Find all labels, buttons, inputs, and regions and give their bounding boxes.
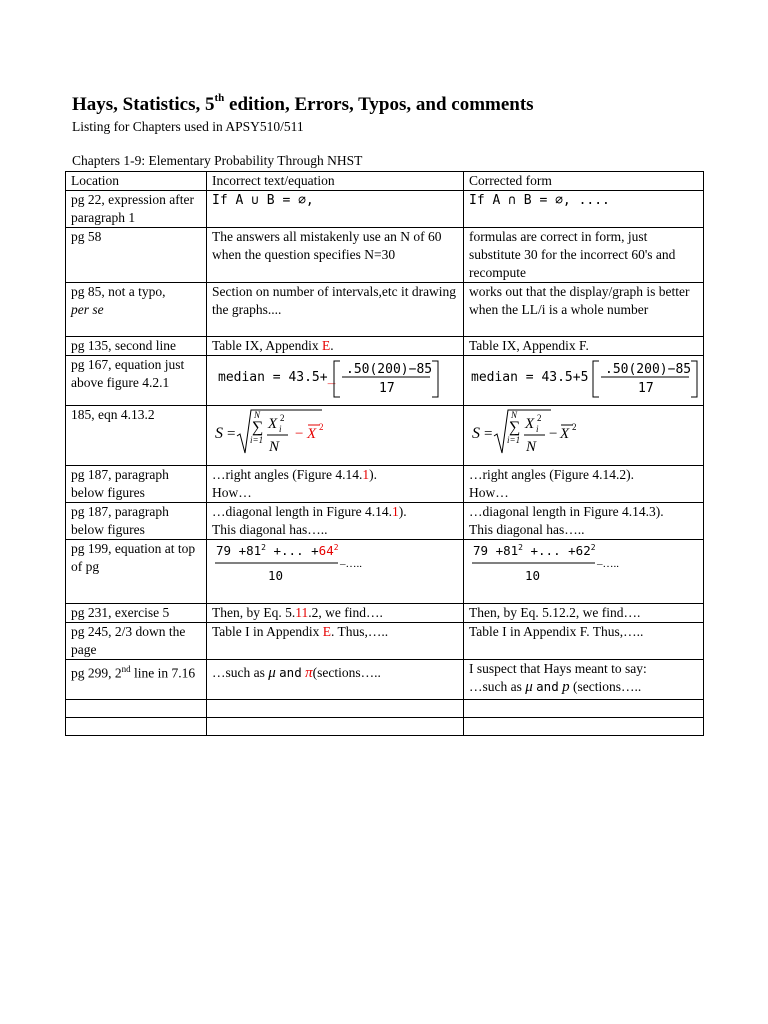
svg-text:S: S xyxy=(472,425,480,442)
error-highlight: 1 xyxy=(362,467,370,482)
incorrect-cell: Table I in Appendix E. Thus,….. xyxy=(207,623,464,660)
svg-text:i=1: i=1 xyxy=(507,435,521,445)
svg-text:−: − xyxy=(549,426,558,442)
empty-row xyxy=(66,700,704,718)
table-row xyxy=(66,503,704,540)
header-location: Location xyxy=(66,172,207,191)
sd-equation-corrected xyxy=(469,406,699,460)
location-cell: pg 22, expression after paragraph 1 xyxy=(66,191,207,228)
mean-equation-corrected xyxy=(469,540,699,588)
page-subtitle: Listing for Chapters used in APSY510/511 xyxy=(72,119,304,134)
empty-row xyxy=(66,718,704,736)
table-row xyxy=(66,604,704,623)
svg-text:∑: ∑ xyxy=(509,419,521,436)
incorrect-cell xyxy=(207,406,464,466)
svg-text:i: i xyxy=(279,424,282,434)
error-highlight: E xyxy=(322,338,331,353)
corrected-expression: If A ∩ B = ∅, .... xyxy=(469,193,610,208)
svg-text:X: X xyxy=(307,426,317,442)
svg-text:–…..: –….. xyxy=(597,558,619,570)
incorrect-cell: Section on number of intervals,etc it drawing the graphs.... xyxy=(207,283,464,337)
svg-text:79 +812 +... +642: $79 +81^2$ +... $+64^2$ xyxy=(216,543,339,558)
location-cell: 185, eqn 4.13.2 xyxy=(66,406,207,466)
location-cell: pg 167, equation just above figure 4.2.1 xyxy=(66,356,207,406)
svg-text:–…..: –….. xyxy=(340,558,362,570)
svg-text:−: − xyxy=(295,426,304,442)
svg-text:.50(200)−85: .50(200)−85 xyxy=(605,362,692,377)
corrected-cell xyxy=(464,540,704,604)
incorrect-cell: …such as μ and π(sections….. xyxy=(207,660,464,700)
corrected-cell: …diagonal length in Figure 4.14.3). This diagonal has….. xyxy=(464,503,704,540)
location-cell: pg 187, paragraph below figures xyxy=(66,466,207,503)
svg-text:∑: ∑ xyxy=(252,419,264,436)
errata-table xyxy=(65,171,704,736)
svg-text:17: 17 xyxy=(379,381,395,396)
table-row xyxy=(66,283,704,337)
table-row xyxy=(66,660,704,700)
corrected-cell: works out that the display/graph is better when the LL/i is a whole number xyxy=(464,283,704,337)
svg-text:S: S xyxy=(215,425,223,442)
location-cell: pg 231, exercise 5 xyxy=(66,604,207,623)
svg-text:N: N xyxy=(269,439,280,455)
error-highlight: E xyxy=(322,624,332,639)
corrected-cell: formulas are correct in form, just substitute 30 for the incorrect 60's and recompute xyxy=(464,228,704,283)
page-title: Hays, Statistics, 5th edition, Errors, Typos, and comments xyxy=(72,91,534,115)
incorrect-expression: If A ∪ B = ∅, xyxy=(212,193,314,208)
incorrect-cell xyxy=(207,540,464,604)
svg-text:median = 43.5+5: median = 43.5+5 xyxy=(471,370,589,385)
location-cell: pg 85, not a typo, per se xyxy=(66,283,207,337)
svg-text:N: N xyxy=(526,439,537,455)
corrected-cell: Table I in Appendix F. Thus,….. xyxy=(464,623,704,660)
svg-text:N: N xyxy=(511,410,518,420)
table-row xyxy=(66,623,704,660)
corrected-cell xyxy=(464,356,704,406)
header-incorrect: Incorrect text/equation xyxy=(207,172,464,191)
error-highlight: 11 xyxy=(295,605,309,620)
table-row xyxy=(66,540,704,604)
location-cell: pg 135, second line xyxy=(66,337,207,356)
svg-text:i: i xyxy=(536,424,539,434)
svg-text:=: = xyxy=(227,426,236,442)
location-cell: pg 299, 2nd line in 7.16 xyxy=(66,660,207,700)
corrected-cell: I suspect that Hays meant to say: …such as μ and p (sections….. xyxy=(464,660,704,700)
incorrect-cell: The answers all mistakenly use an N of 60 when the question specifies N=30 xyxy=(207,228,464,283)
svg-text:17: 17 xyxy=(638,381,654,396)
location-cell: pg 245, 2/3 down the page xyxy=(66,623,207,660)
svg-text:2: 2 xyxy=(537,413,542,423)
table-row xyxy=(66,406,704,466)
svg-text:X: X xyxy=(525,416,535,432)
table-row xyxy=(66,356,704,406)
corrected-cell xyxy=(464,406,704,466)
corrected-cell: Table IX, Appendix F. xyxy=(464,337,704,356)
table-row xyxy=(66,466,704,503)
svg-text:2: 2 xyxy=(280,413,285,423)
svg-text:2: 2 xyxy=(572,422,577,432)
svg-text:i=1: i=1 xyxy=(250,435,264,445)
svg-text:N: N xyxy=(254,410,261,420)
location-cell: pg 58 xyxy=(66,228,207,283)
svg-text:2: 2 xyxy=(319,422,324,432)
location-cell: pg 199, equation at top of pg xyxy=(66,540,207,604)
svg-text:10: 10 xyxy=(268,568,284,583)
svg-text:X: X xyxy=(560,426,570,442)
median-equation-incorrect xyxy=(212,356,457,400)
incorrect-cell xyxy=(207,356,464,406)
svg-text:79 +812 +... +622: $79 +81^2$ +... $+62^2$ xyxy=(473,543,596,558)
incorrect-cell: …right angles (Figure 4.14.1). How… xyxy=(207,466,464,503)
incorrect-cell: …diagonal length in Figure 4.14.1). This diagonal has….. xyxy=(207,503,464,540)
location-cell: pg 187, paragraph below figures xyxy=(66,503,207,540)
corrected-cell xyxy=(464,191,704,228)
svg-text:.50(200)−85: .50(200)−85 xyxy=(346,362,433,377)
header-corrected: Corrected form xyxy=(464,172,704,191)
section-title: Chapters 1-9: Elementary Probability Through NHST xyxy=(72,153,363,168)
corrected-cell: …right angles (Figure 4.14.2). How… xyxy=(464,466,704,503)
table-row xyxy=(66,191,704,228)
svg-text:X: X xyxy=(268,416,278,432)
incorrect-cell: Then, by Eq. 5.11.2, we find…. xyxy=(207,604,464,623)
median-equation-corrected xyxy=(469,356,699,400)
table-row xyxy=(66,228,704,283)
sd-equation-incorrect xyxy=(212,406,457,460)
incorrect-cell: Table IX, Appendix E. xyxy=(207,337,464,356)
error-highlight: 1 xyxy=(391,504,399,519)
svg-text:=: = xyxy=(484,426,493,442)
corrected-cell: Then, by Eq. 5.12.2, we find…. xyxy=(464,604,704,623)
svg-text:10: 10 xyxy=(525,568,541,583)
incorrect-cell xyxy=(207,191,464,228)
table-row xyxy=(66,337,704,356)
svg-text:median = 43.5+_: median = 43.5+_ xyxy=(218,370,336,385)
mean-equation-incorrect xyxy=(212,540,457,588)
table-header-row xyxy=(66,172,704,191)
